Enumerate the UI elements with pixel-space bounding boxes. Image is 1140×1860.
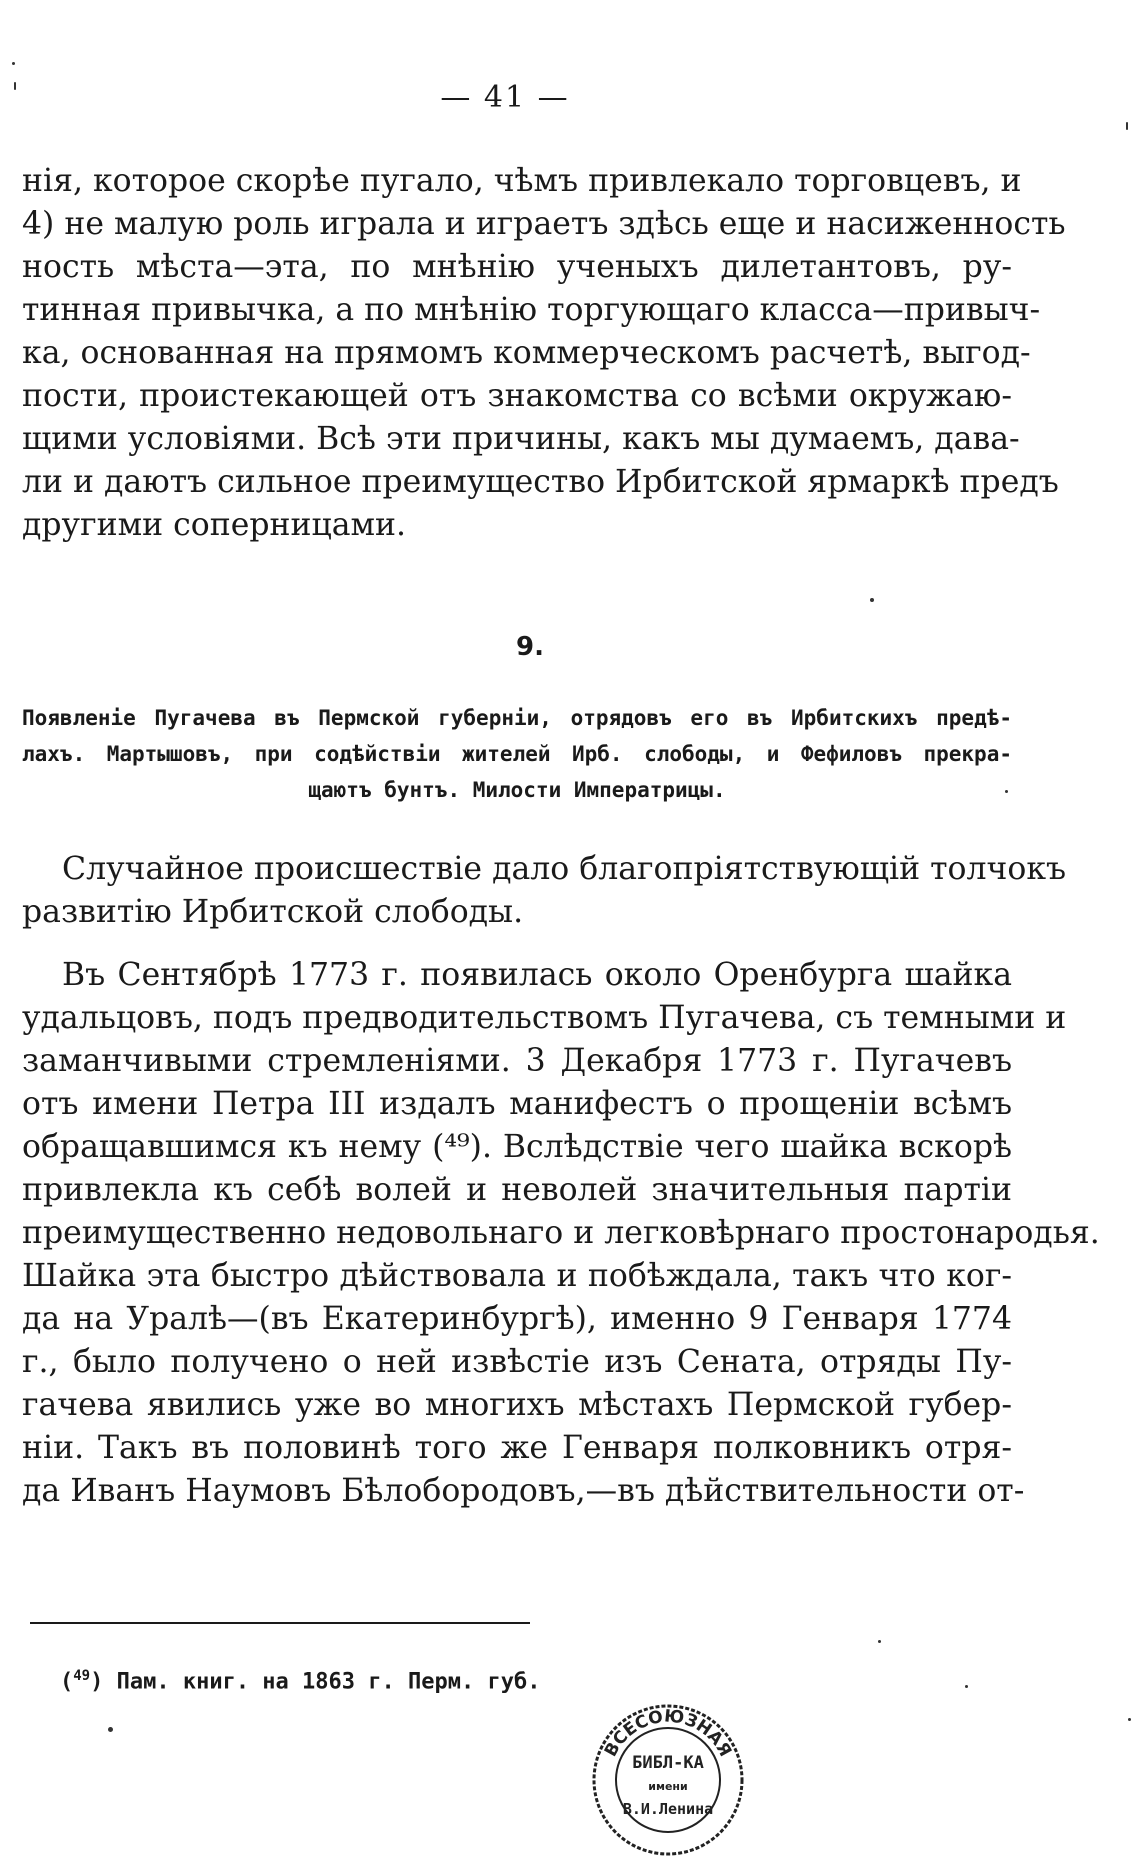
scan-speck bbox=[1005, 790, 1008, 793]
text-line: ка, основанная на прямомъ коммерческомъ расчетѣ, выгод- bbox=[22, 335, 1031, 371]
scan-speck bbox=[870, 598, 874, 602]
stamp-line-3: В.И.Ленина bbox=[622, 1800, 714, 1818]
scan-speck bbox=[1128, 1718, 1131, 1721]
text-line: ли и даютъ сильное преимущество Ирбитской ярмаркѣ предъ bbox=[22, 464, 1059, 500]
text-line: привлекла къ себѣ волей и неволей значительныя партіи bbox=[22, 1172, 1012, 1208]
text-line: Шайка эта быстро дѣйствовала и побѣждала, такъ что ког- bbox=[22, 1258, 1012, 1294]
text-line: да на Уралѣ—(въ Екатеринбургѣ), именно 9 Генваря 1774 bbox=[22, 1301, 1012, 1337]
text-line: нія, которое скорѣе пугало, чѣмъ привлекало торговцевъ, и bbox=[22, 163, 1022, 199]
heading-line: Появленіе Пугачева въ Пермской губерніи, отрядовъ его въ Ирбитскихъ предѣ- bbox=[22, 706, 1012, 730]
scan-speck bbox=[878, 1640, 881, 1643]
text-line: обращавшимся къ нему (⁴⁹). Вслѣдствіе чего шайка вскорѣ bbox=[22, 1129, 1012, 1165]
footnote-marker: 49 bbox=[73, 1668, 91, 1684]
scan-speck bbox=[12, 62, 15, 65]
section-number: 9. bbox=[516, 632, 544, 662]
footnote-divider bbox=[30, 1622, 530, 1624]
paragraph-2 bbox=[22, 848, 1067, 934]
heading-line: щаютъ бунтъ. Милости Императрицы. bbox=[308, 778, 726, 802]
text-line: тинная привычка, а по мнѣнію торгующаго класса—привыч- bbox=[22, 292, 1041, 328]
text-line: удальцовъ, подъ предводительствомъ Пугачева, съ темными и bbox=[22, 1000, 1067, 1036]
text-line: ніи. Такъ въ половинѣ того же Генваря полковникъ отря- bbox=[22, 1430, 1012, 1466]
text-line: щими условіями. Всѣ эти причины, какъ мы думаемъ, дава- bbox=[22, 421, 1020, 457]
scan-speck bbox=[965, 1685, 968, 1688]
stamp-line-1: БИБЛ-КА bbox=[632, 1753, 704, 1773]
text-line: заманчивыми стремленіями. 3 Декабря 1773 г. Пугачевъ bbox=[22, 1043, 1012, 1079]
text-line: пости, проистекающей отъ знакомства со всѣми окружаю- bbox=[22, 378, 1012, 414]
paragraph-3 bbox=[22, 954, 1100, 1513]
scan-speck bbox=[108, 1727, 113, 1732]
library-stamp bbox=[578, 1680, 758, 1860]
stamp-line-2: имени bbox=[648, 1780, 688, 1793]
text-line: да Иванъ Наумовъ Бѣлобородовъ,—въ дѣйствительности от- bbox=[22, 1473, 1025, 1509]
text-line: гачева явились уже во многихъ мѣстахъ Пермской губер- bbox=[22, 1387, 1012, 1423]
text-line: 4) не малую роль играла и играетъ здѣсь еще и насиженность bbox=[22, 206, 1066, 242]
footnote: ($^{49}$) Пам. книг. на 1863 г. Перм. губ. bbox=[60, 1668, 541, 1695]
stamp-ring-text: ВСЕСОЮЗНАЯ bbox=[600, 1706, 736, 1761]
text-line: Случайное происшествіе дало благопріятствующій толчокъ bbox=[62, 851, 1067, 887]
heading-line: лахъ. Мартышовъ, при содѣйствіи жителей Ирб. слободы, и Фефиловъ прекра- bbox=[22, 742, 1012, 766]
paragraph-1 bbox=[22, 160, 1066, 547]
scan-speck bbox=[14, 82, 16, 90]
text-line: Въ Сентябрѣ 1773 г. появилась около Оренбурга шайка bbox=[62, 957, 1012, 993]
scan-speck bbox=[1126, 122, 1128, 130]
footnote-text: Пам. книг. на 1863 г. Перм. губ. bbox=[116, 1669, 541, 1695]
text-line: развитію Ирбитской слободы. bbox=[22, 894, 524, 930]
text-line: г., было получено о ней извѣстіе изъ Сената, отряды Пу- bbox=[22, 1344, 1012, 1380]
section-heading bbox=[22, 700, 1012, 808]
text-line: отъ имени Петра III издалъ манифестъ о прощеніи всѣмъ bbox=[22, 1086, 1012, 1122]
text-line: ность мѣста—эта, по мнѣнію ученыхъ дилетантовъ, ру- bbox=[22, 249, 1012, 285]
text-line: преимущественно недовольнаго и легковѣрнаго простонародья. bbox=[22, 1215, 1100, 1251]
text-line: другими соперницами. bbox=[22, 507, 407, 543]
page-number: — 41 — bbox=[440, 80, 570, 115]
